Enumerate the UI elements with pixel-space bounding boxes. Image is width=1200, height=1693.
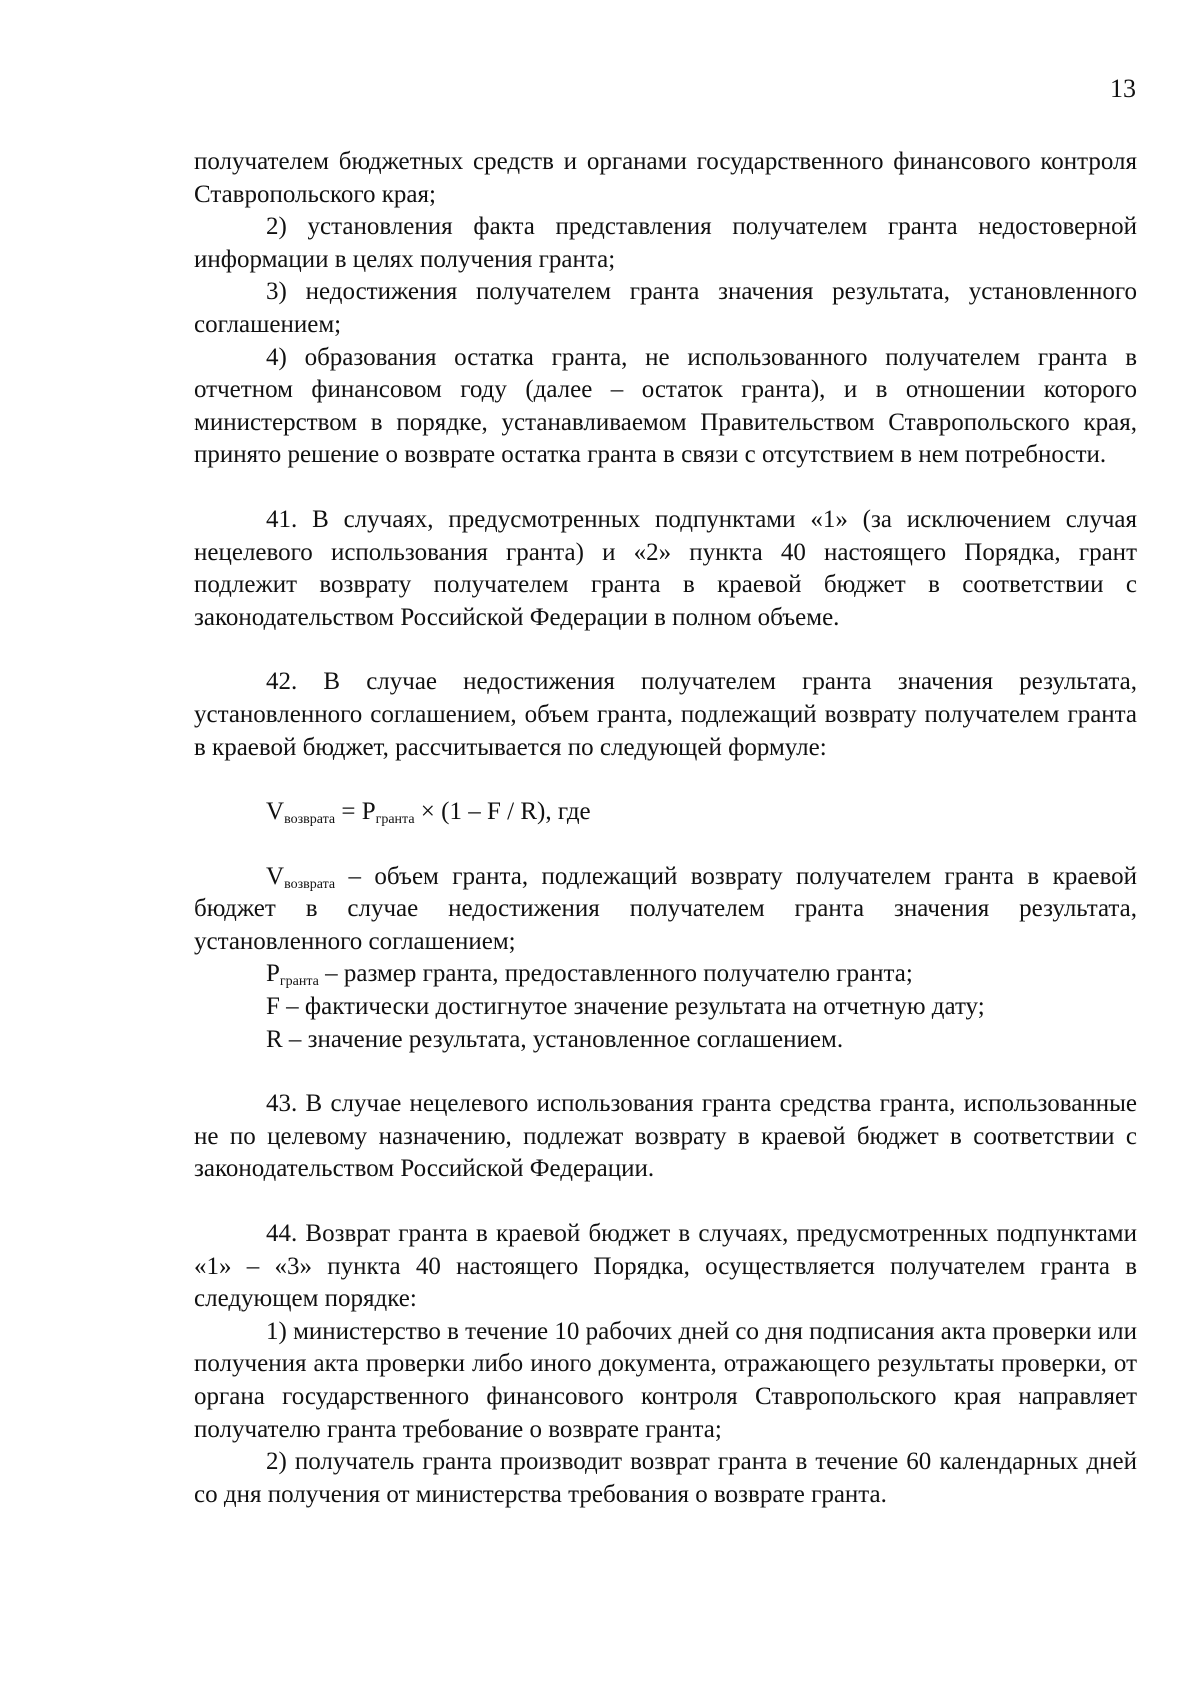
paragraph-44: 44. Возврат гранта в краевой бюджет в случаях, предусмотренных подпунктами «1» – «3» пункта 40 настоящего Порядка, осуществляется получателем гранта в следующем порядке: [194,1220,1137,1313]
definition-f: F – фактически достигнутое значение результата на отчетную дату; [266,993,985,1021]
subpoint-3: 3) недостижения получателем гранта значения результата, установленного соглашением; [194,278,1137,338]
paragraph-42: 42. В случае недостижения получателем гранта значения результата, установленного соглашением, объем гранта, подлежащий возврату получателем гранта в краевой бюджет, рассчитывается по следующей формуле: [194,668,1137,761]
definition-r: R – значение результата, установленное соглашением. [266,1025,844,1053]
paragraph-41: 41. В случаях, предусмотренных подпунктами «1» (за исключением случая нецелевого использования гранта) и «2» пункта 40 настоящего Порядка, грант подлежит возврату получателем гранта в краевой бюджет в соответствии с законодательством Российской Федерации в полном объеме. [194,505,1137,631]
definition-p-text: – размер гранта, предоставленного получателю гранта; [318,960,913,988]
document-body [194,146,1137,1511]
definition-p-sub: гранта [279,974,319,990]
definition-v-symbol: V [266,862,285,890]
formula-p: P [361,798,376,826]
formula-eq: = [335,798,362,826]
page-number: 13 [1110,74,1136,103]
definition-v-sub: возврата [284,876,336,892]
formula-rest: × (1 – F / R), где [414,798,591,826]
definition-v-text: – объем гранта, подлежащий возврату получателем гранта в краевой бюджет в случае недостижения получателем гранта значения результата, установленного соглашением; [194,862,1137,955]
paragraph-44-subpoint-2: 2) получатель гранта производит возврат гранта в течение 60 календарных дней со дня получения от министерства требования о возврате гранта. [194,1448,1137,1508]
formula [194,796,1137,829]
paragraph-44-subpoint-1: 1) министерство в течение 10 рабочих дней со дня подписания акта проверки или получения акта проверки либо иного документа, отражающего результаты проверки, от органа государственного финансового контроля Ставропольского края направляет получателю гранта требование о возврате гранта; [194,1317,1137,1443]
formula-p-sub: гранта [375,812,415,828]
definition-v [194,861,1137,959]
subpoint-2: 2) установления факта представления получателем гранта недостоверной информации в целях получения гранта; [194,213,1137,273]
formula-v: V [266,798,285,826]
definition-p [194,958,1137,991]
subpoint-4: 4) образования остатка гранта, не использованного получателем гранта в отчетном финансовом году (далее – остаток гранта), и в отношении которого министерством в порядке, устанавливаемом Правительством Ставропольского края, принято решение о возврате остатка гранта в связи с отсутствием в нем потребности. [194,343,1137,469]
definition-p-symbol: P [266,960,280,988]
paragraph-43: 43. В случае нецелевого использования гранта средства гранта, использованные не по целевому назначению, подлежат возврату в краевой бюджет в соответствии с законодательством Российской Федерации. [194,1090,1137,1183]
paragraph-continuation: получателем бюджетных средств и органами государственного финансового контроля Ставропольского края; [194,148,1137,208]
formula-v-sub: возврата [284,812,336,828]
